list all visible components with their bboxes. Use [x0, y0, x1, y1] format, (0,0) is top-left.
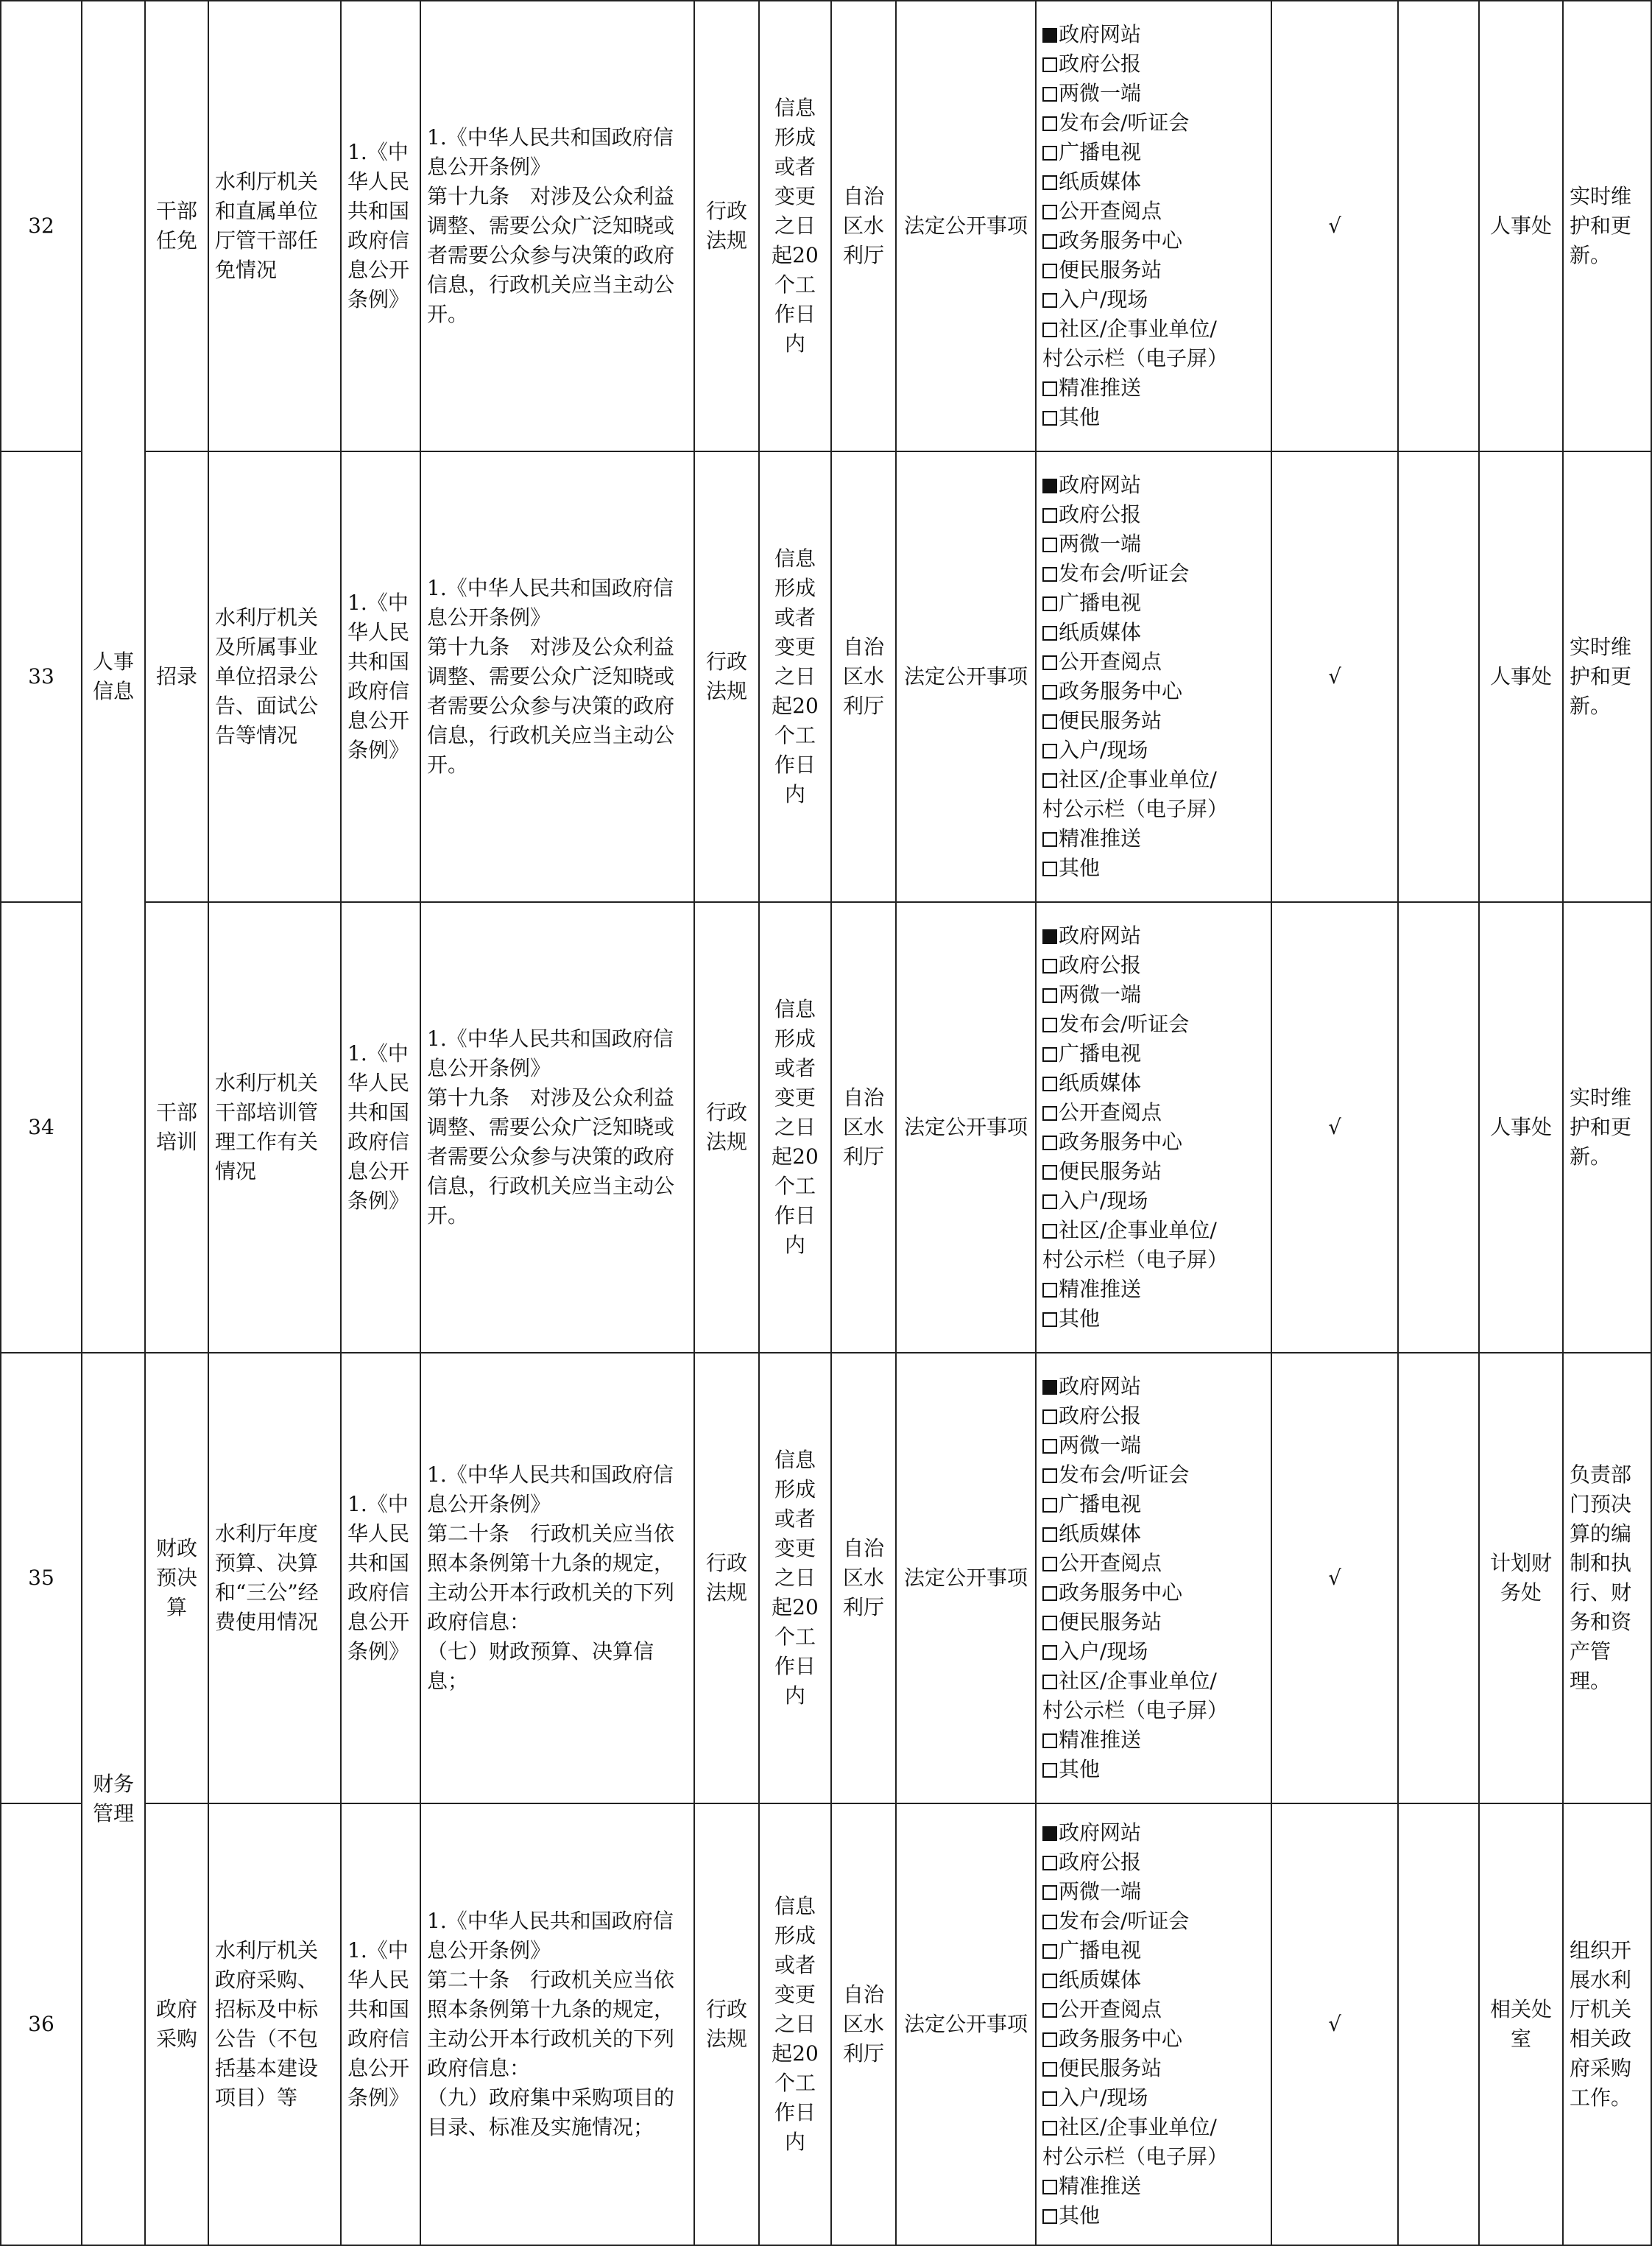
channel-label: 公开查阅点: [1059, 1997, 1162, 2021]
empty-cell: [1398, 1803, 1479, 2245]
channel-label: 社区/企事业单位/: [1059, 1218, 1217, 1242]
channel-label: 政府网站: [1059, 1374, 1142, 1398]
unchecked-box-icon: [1042, 988, 1057, 1003]
time-limit: 信息形成或者变更之日起20个工作日内: [759, 1353, 831, 1803]
channel-label: 政府公报: [1059, 1404, 1142, 1428]
unchecked-box-icon: [1042, 411, 1057, 426]
subject: 自治区水利厅: [831, 1, 896, 451]
unchecked-box-icon: [1042, 1224, 1057, 1239]
scope-check: √: [1271, 1803, 1398, 2245]
channel-item: [1042, 1907, 1265, 1936]
remark: 实时维护和更新。: [1563, 1, 1651, 451]
basis: 1.《中华人民共和国政府信息公开条例》: [341, 1, 420, 451]
channel-item: [1042, 921, 1265, 951]
channel-item: [1042, 1186, 1265, 1216]
channel-list: [1036, 902, 1271, 1353]
law-type: 行政法规: [694, 1353, 759, 1803]
channel-label: 公开查阅点: [1059, 1100, 1162, 1124]
channel-label: 公开查阅点: [1059, 1551, 1162, 1575]
unchecked-box-icon: [1042, 1136, 1057, 1150]
channel-item: [1042, 197, 1265, 226]
law-text: 1.《中华人民共和国政府信息公开条例》 第十九条 对涉及公众利益调整、需要公众广泛知晓或者需要公众参与决策的政府信息，行政机关应当主动公开。: [420, 451, 694, 902]
unchecked-box-icon: [1042, 1944, 1057, 1959]
channel-item: [1042, 1039, 1265, 1069]
time-limit: 信息形成或者变更之日起20个工作日内: [759, 1, 831, 451]
channel-item: [1042, 1848, 1265, 1877]
item-content: 水利厅机关及所属事业单位招录公告、面试公告等情况: [208, 451, 341, 902]
row-number: 34: [1, 902, 82, 1353]
time-limit: 信息形成或者变更之日起20个工作日内: [759, 1803, 831, 2245]
table-row: [1, 1803, 1651, 2245]
dept: 人事处: [1479, 451, 1563, 902]
channel-item: [1042, 1401, 1265, 1431]
channel-label: 政务服务中心: [1059, 1130, 1183, 1154]
channel-item: [1042, 256, 1265, 285]
channel-label: 村公示栏（电子屏）: [1042, 1247, 1229, 1272]
remark: 实时维护和更新。: [1563, 902, 1651, 1353]
channel-label: 发布会/听证会: [1059, 1462, 1190, 1487]
unchecked-box-icon: [1042, 323, 1057, 337]
unchecked-box-icon: [1042, 538, 1057, 552]
channel-label: 广播电视: [1059, 140, 1142, 164]
unchecked-box-icon: [1042, 1047, 1057, 1062]
channel-label: 政务服务中心: [1059, 2027, 1183, 2051]
basis: 1.《中华人民共和国政府信息公开条例》: [341, 902, 420, 1353]
channel-item: [1042, 1431, 1265, 1460]
channel-item: [1042, 559, 1265, 588]
channel-item: [1042, 824, 1265, 853]
item-content: 水利厅年度预算、决算和“三公”经费使用情况: [208, 1353, 341, 1803]
channel-label: 广播电视: [1059, 1041, 1142, 1066]
unchecked-box-icon: [1042, 959, 1057, 974]
channel-item: [1042, 1216, 1265, 1245]
channel-item: [1042, 226, 1265, 256]
subject: 自治区水利厅: [831, 1803, 896, 2245]
unchecked-box-icon: [1042, 2062, 1057, 2077]
channel-label: 两微一端: [1059, 1433, 1142, 1457]
unchecked-box-icon: [1042, 1527, 1057, 1542]
channel-label: 两微一端: [1059, 81, 1142, 105]
channel-label: 村公示栏（电子屏）: [1042, 2144, 1229, 2169]
channel-label: 政务服务中心: [1059, 1580, 1183, 1605]
channel-label: 两微一端: [1059, 982, 1142, 1007]
unchecked-box-icon: [1042, 1645, 1057, 1660]
channel-item: [1042, 1127, 1265, 1157]
unchecked-box-icon: [1042, 146, 1057, 161]
scope-check: √: [1271, 451, 1398, 902]
item-content: 水利厅机关干部培训管理工作有关情况: [208, 902, 341, 1353]
channel-item: [1042, 765, 1265, 795]
item-name: 干部任免: [145, 1, 208, 451]
time-limit: 信息形成或者变更之日起20个工作日内: [759, 451, 831, 902]
row-number: 35: [1, 1353, 82, 1803]
channel-item: [1042, 795, 1265, 824]
channel-item: [1042, 1877, 1265, 1907]
channel-label: 广播电视: [1059, 1938, 1142, 1962]
channel-item: [1042, 853, 1265, 883]
empty-cell: [1398, 1353, 1479, 1803]
channel-item: [1042, 1818, 1265, 1848]
channel-label: 精准推送: [1059, 1728, 1142, 1752]
channel-item: [1042, 1965, 1265, 1995]
channel-label: 政府公报: [1059, 502, 1142, 527]
unchecked-box-icon: [1042, 1439, 1057, 1454]
channel-item: [1042, 951, 1265, 980]
row-number: 36: [1, 1803, 82, 2245]
channel-item: [1042, 1696, 1265, 1725]
nature: 法定公开事项: [896, 451, 1036, 902]
channel-item: [1042, 1578, 1265, 1608]
unchecked-box-icon: [1042, 2032, 1057, 2047]
channel-item: [1042, 2201, 1265, 2231]
channel-label: 便民服务站: [1059, 708, 1162, 733]
channel-label: 村公示栏（电子屏）: [1042, 797, 1229, 821]
channel-label: 精准推送: [1059, 2174, 1142, 2198]
channel-item: [1042, 49, 1265, 79]
channel-label: 政府网站: [1059, 1820, 1142, 1845]
basis: 1.《中华人民共和国政府信息公开条例》: [341, 451, 420, 902]
unchecked-box-icon: [1042, 1974, 1057, 1988]
channel-label: 入户/现场: [1059, 1639, 1148, 1664]
category-hr: [82, 1, 145, 1353]
table-row: [1, 1353, 1651, 1803]
category-finance: [82, 1353, 145, 2245]
channel-label: 发布会/听证会: [1059, 1012, 1190, 1036]
unchecked-box-icon: [1042, 2003, 1057, 2018]
item-name: 财政预决算: [145, 1353, 208, 1803]
unchecked-box-icon: [1042, 1283, 1057, 1298]
law-text: 1.《中华人民共和国政府信息公开条例》 第十九条 对涉及公众利益调整、需要公众广泛知晓或者需要公众参与决策的政府信息，行政机关应当主动公开。: [420, 902, 694, 1353]
channel-label: 村公示栏（电子屏）: [1042, 346, 1229, 370]
channel-item: [1042, 20, 1265, 49]
channel-label: 精准推送: [1059, 826, 1142, 851]
channel-item: [1042, 618, 1265, 647]
scope-check: √: [1271, 902, 1398, 1353]
unchecked-box-icon: [1042, 1468, 1057, 1483]
dept: 人事处: [1479, 1, 1563, 451]
unchecked-box-icon: [1042, 1586, 1057, 1601]
channel-label: 政府网站: [1059, 473, 1142, 497]
channel-label: 入户/现场: [1059, 738, 1148, 762]
unchecked-box-icon: [1042, 508, 1057, 523]
channel-label: 发布会/听证会: [1059, 561, 1190, 585]
channel-item: [1042, 79, 1265, 108]
row-number: 32: [1, 1, 82, 451]
unchecked-box-icon: [1042, 626, 1057, 641]
item-name: 政府采购: [145, 1803, 208, 2245]
channel-label: 入户/现场: [1059, 2085, 1148, 2110]
channel-item: [1042, 1995, 1265, 2024]
channel-label: 纸质媒体: [1059, 169, 1142, 194]
scope-check: √: [1271, 1, 1398, 451]
law-type: 行政法规: [694, 1, 759, 451]
unchecked-box-icon: [1042, 1675, 1057, 1689]
row-number: 33: [1, 451, 82, 902]
channel-label: 社区/企事业单位/: [1059, 317, 1217, 341]
unchecked-box-icon: [1042, 2209, 1057, 2224]
channel-label: 其他: [1059, 405, 1101, 429]
dept: 人事处: [1479, 902, 1563, 1353]
unchecked-box-icon: [1042, 205, 1057, 219]
unchecked-box-icon: [1042, 1856, 1057, 1870]
unchecked-box-icon: [1042, 87, 1057, 102]
unchecked-box-icon: [1042, 57, 1057, 72]
channel-label: 政府公报: [1059, 52, 1142, 76]
channel-label: 政府公报: [1059, 953, 1142, 977]
channel-item: [1042, 1936, 1265, 1965]
unchecked-box-icon: [1042, 116, 1057, 131]
unchecked-box-icon: [1042, 1763, 1057, 1778]
channel-label: 精准推送: [1059, 376, 1142, 400]
unchecked-box-icon: [1042, 862, 1057, 876]
channel-item: [1042, 736, 1265, 765]
unchecked-box-icon: [1042, 1409, 1057, 1424]
channel-item: [1042, 2172, 1265, 2201]
channel-item: [1042, 1549, 1265, 1578]
channel-item: [1042, 1608, 1265, 1637]
channel-item: [1042, 2142, 1265, 2172]
unchecked-box-icon: [1042, 264, 1057, 278]
subject: 自治区水利厅: [831, 1353, 896, 1803]
basis: 1.《中华人民共和国政府信息公开条例》: [341, 1353, 420, 1803]
channel-label: 其他: [1059, 1306, 1101, 1331]
channel-label: 政务服务中心: [1059, 228, 1183, 253]
unchecked-box-icon: [1042, 1165, 1057, 1180]
unchecked-box-icon: [1042, 2121, 1057, 2136]
channel-list: [1036, 1, 1271, 451]
remark: 组织开展水利厅机关相关政府采购工作。: [1563, 1803, 1651, 2245]
channel-label: 公开查阅点: [1059, 649, 1162, 674]
unchecked-box-icon: [1042, 1557, 1057, 1571]
channel-label: 广播电视: [1059, 591, 1142, 615]
channel-label: 社区/企事业单位/: [1059, 1669, 1217, 1693]
channel-item: [1042, 1304, 1265, 1334]
channel-label: 社区/企事业单位/: [1059, 767, 1217, 792]
unchecked-box-icon: [1042, 714, 1057, 729]
channel-label: 其他: [1059, 856, 1101, 880]
channel-item: [1042, 677, 1265, 706]
channel-item: [1042, 706, 1265, 736]
unchecked-box-icon: [1042, 655, 1057, 670]
law-text: 1.《中华人民共和国政府信息公开条例》 第二十条 行政机关应当依照本条例第十九条的规定，主动公开本行政机关的下列政府信息： （七）财政预算、决算信息；: [420, 1353, 694, 1803]
channel-label: 村公示栏（电子屏）: [1042, 1698, 1229, 1722]
empty-cell: [1398, 902, 1479, 1353]
channel-item: [1042, 138, 1265, 167]
channel-item: [1042, 1157, 1265, 1186]
channel-item: [1042, 344, 1265, 373]
channel-item: [1042, 1490, 1265, 1519]
unchecked-box-icon: [1042, 1616, 1057, 1630]
channel-label: 政务服务中心: [1059, 679, 1183, 703]
unchecked-box-icon: [1042, 1498, 1057, 1513]
unchecked-box-icon: [1042, 773, 1057, 788]
channel-label: 政府公报: [1059, 1850, 1142, 1874]
channel-label: 其他: [1059, 1757, 1101, 1781]
channel-item: [1042, 588, 1265, 618]
channel-item: [1042, 403, 1265, 432]
table-row: [1, 451, 1651, 902]
channel-item: [1042, 529, 1265, 559]
checked-box-icon: [1042, 1826, 1057, 1841]
unchecked-box-icon: [1042, 567, 1057, 582]
unchecked-box-icon: [1042, 832, 1057, 847]
channel-item: [1042, 1069, 1265, 1098]
channel-label: 便民服务站: [1059, 258, 1162, 282]
channel-item: [1042, 1725, 1265, 1755]
channel-item: [1042, 1460, 1265, 1490]
checked-box-icon: [1042, 479, 1057, 493]
item-name: 干部培训: [145, 902, 208, 1353]
unchecked-box-icon: [1042, 1312, 1057, 1327]
law-type: 行政法规: [694, 1803, 759, 2245]
unchecked-box-icon: [1042, 1733, 1057, 1748]
channel-label: 纸质媒体: [1059, 620, 1142, 644]
unchecked-box-icon: [1042, 2180, 1057, 2194]
checked-box-icon: [1042, 1380, 1057, 1395]
unchecked-box-icon: [1042, 685, 1057, 700]
law-text: 1.《中华人民共和国政府信息公开条例》 第二十条 行政机关应当依照本条例第十九条的规定，主动公开本行政机关的下列政府信息： （九）政府集中采购项目的目录、标准及实施情况；: [420, 1803, 694, 2245]
dept: 相关处室: [1479, 1803, 1563, 2245]
channel-item: [1042, 2083, 1265, 2113]
table-row: [1, 1, 1651, 451]
empty-cell: [1398, 1, 1479, 451]
channel-item: [1042, 1098, 1265, 1127]
channel-item: [1042, 1637, 1265, 1666]
channel-item: [1042, 1245, 1265, 1275]
channel-item: [1042, 471, 1265, 500]
channel-list: [1036, 451, 1271, 902]
channel-item: [1042, 980, 1265, 1010]
nature: 法定公开事项: [896, 1, 1036, 451]
subject: 自治区水利厅: [831, 451, 896, 902]
item-name: 招录: [145, 451, 208, 902]
channel-label: 精准推送: [1059, 1277, 1142, 1301]
channel-list: [1036, 1803, 1271, 2245]
unchecked-box-icon: [1042, 1106, 1057, 1121]
basis: 1.《中华人民共和国政府信息公开条例》: [341, 1803, 420, 2245]
nature: 法定公开事项: [896, 902, 1036, 1353]
law-text: 1.《中华人民共和国政府信息公开条例》 第十九条 对涉及公众利益调整、需要公众广泛知晓或者需要公众参与决策的政府信息，行政机关应当主动公开。: [420, 1, 694, 451]
unchecked-box-icon: [1042, 1018, 1057, 1032]
channel-label: 公开查阅点: [1059, 199, 1162, 223]
channel-item: [1042, 167, 1265, 197]
subject: 自治区水利厅: [831, 902, 896, 1353]
unchecked-box-icon: [1042, 1885, 1057, 1900]
channel-label: 政府网站: [1059, 923, 1142, 948]
category-label: 财务管理: [92, 1772, 134, 1826]
channel-label: 发布会/听证会: [1059, 110, 1190, 135]
unchecked-box-icon: [1042, 744, 1057, 758]
channel-list: [1036, 1353, 1271, 1803]
dept: 计划财务处: [1479, 1353, 1563, 1803]
channel-label: 两微一端: [1059, 1879, 1142, 1904]
channel-label: 便民服务站: [1059, 1159, 1162, 1183]
category-label: 人事信息: [92, 649, 134, 703]
channel-label: 广播电视: [1059, 1492, 1142, 1516]
table-row: [1, 902, 1651, 1353]
channel-label: 社区/企事业单位/: [1059, 2115, 1217, 2139]
channel-label: 纸质媒体: [1059, 1521, 1142, 1546]
channel-label: 纸质媒体: [1059, 1071, 1142, 1095]
channel-label: 便民服务站: [1059, 2056, 1162, 2080]
channel-item: [1042, 500, 1265, 529]
checked-box-icon: [1042, 929, 1057, 944]
channel-item: [1042, 314, 1265, 344]
unchecked-box-icon: [1042, 2091, 1057, 2106]
empty-cell: [1398, 451, 1479, 902]
checked-box-icon: [1042, 28, 1057, 43]
channel-item: [1042, 1755, 1265, 1784]
unchecked-box-icon: [1042, 596, 1057, 611]
channel-label: 两微一端: [1059, 532, 1142, 556]
law-type: 行政法规: [694, 902, 759, 1353]
time-limit: 信息形成或者变更之日起20个工作日内: [759, 902, 831, 1353]
item-content: 水利厅机关和直属单位厅管干部任免情况: [208, 1, 341, 451]
unchecked-box-icon: [1042, 1194, 1057, 1209]
channel-item: [1042, 2054, 1265, 2083]
unchecked-box-icon: [1042, 234, 1057, 249]
unchecked-box-icon: [1042, 381, 1057, 396]
channel-item: [1042, 285, 1265, 314]
channel-label: 发布会/听证会: [1059, 1909, 1190, 1933]
law-type: 行政法规: [694, 451, 759, 902]
unchecked-box-icon: [1042, 175, 1057, 190]
remark: 实时维护和更新。: [1563, 451, 1651, 902]
channel-item: [1042, 1519, 1265, 1549]
channel-label: 政府网站: [1059, 22, 1142, 46]
remark: 负责部门预决算的编制和执行、财务和资产管理。: [1563, 1353, 1651, 1803]
channel-label: 便民服务站: [1059, 1610, 1162, 1634]
channel-label: 其他: [1059, 2203, 1101, 2228]
channel-item: [1042, 1010, 1265, 1039]
scope-check: √: [1271, 1353, 1398, 1803]
channel-item: [1042, 373, 1265, 403]
channel-label: 入户/现场: [1059, 287, 1148, 311]
channel-item: [1042, 1666, 1265, 1696]
channel-item: [1042, 2024, 1265, 2054]
unchecked-box-icon: [1042, 1915, 1057, 1929]
nature: 法定公开事项: [896, 1353, 1036, 1803]
channel-label: 纸质媒体: [1059, 1968, 1142, 1992]
channel-item: [1042, 108, 1265, 138]
unchecked-box-icon: [1042, 1077, 1057, 1091]
item-content: 水利厅机关政府采购、招标及中标公告（不包括基本建设项目）等: [208, 1803, 341, 2245]
nature: 法定公开事项: [896, 1803, 1036, 2245]
channel-item: [1042, 647, 1265, 677]
channel-item: [1042, 2113, 1265, 2142]
channel-item: [1042, 1275, 1265, 1304]
channel-item: [1042, 1372, 1265, 1401]
unchecked-box-icon: [1042, 293, 1057, 308]
channel-label: 入户/现场: [1059, 1189, 1148, 1213]
